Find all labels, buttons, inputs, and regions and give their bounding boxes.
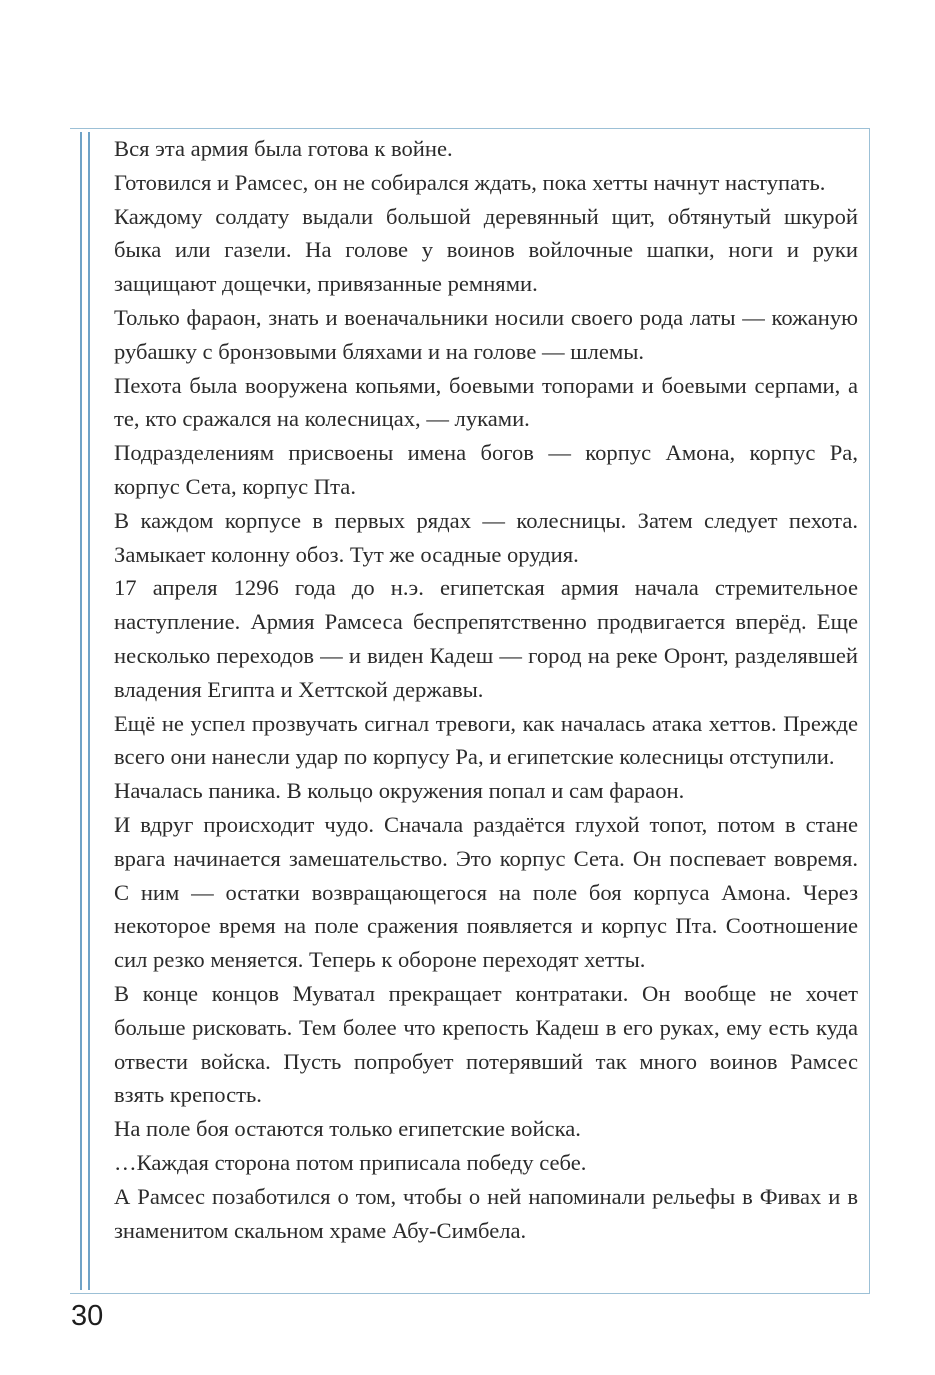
paragraph: Готовился и Рамсес, он не собирался ждать, пока хетты начнут наступать. (114, 169, 826, 195)
paragraph: Началась паника. В кольцо окружения попал и сам фараон. (114, 778, 685, 804)
text-body (114, 132, 858, 1247)
square-marker-strip (80, 132, 94, 1290)
paragraph: На поле боя остаются только египетские войска. (114, 1116, 581, 1142)
paragraph: А Рамсес позаботился о том, чтобы о ней напоминали рельефы в Фивах и в знаменитом скальном храме Абу-Симбела. (114, 1183, 858, 1243)
paragraph: Ещё не успел прозвучать сигнал тревоги, как началась атака хеттов. Прежде всего они нанесли удар по корпусу Ра, и египетские колесницы отступили. (114, 710, 858, 770)
paragraph: 17 апреля 1296 года до н.э. египетская армия начала стремительное наступление. Армия Рамсеса беспрепятственно продвигается вперёд. Еще несколько переходов — и виден Кадеш — город на реке Оронт, разделявшей владения Египта и Хеттской державы. (114, 575, 858, 702)
paragraph: …Каждая сторона потом приписала победу себе. (114, 1149, 587, 1175)
paragraph: В конце концов Муватал прекращает контратаки. Он вообще не хочет больше рисковать. Тем более что крепость Кадеш в его руках, ему есть куда отвести войска. Пусть попробует потерявший так много воинов Рамсес взять крепость. (114, 980, 858, 1108)
paragraph: Подразделениям присвоены имена богов — корпус Амона, корпус Ра, корпус Сета, корпус Пта. (114, 440, 858, 499)
paragraph: Пехота была вооружена копьями, боевыми топорами и боевыми серпами, а те, кто сражался на колесницах, — луками. (114, 372, 858, 432)
paragraph: Вся эта армия была готова к войне. (114, 136, 453, 161)
paragraph: Только фараон, знать и военачальники носили своего рода латы — кожаную рубашку с бронзовыми бляхами и на голове — шлемы. (114, 304, 858, 364)
paragraph: В каждом корпусе в первых рядах — колесницы. Затем следует пехота. Замыкает колонну обоз. Тут же осадные орудия. (114, 507, 858, 567)
paragraph: И вдруг происходит чудо. Сначала раздаётся глухой топот, потом в стане врага начинается замешательство. Это корпус Сета. Он поспевает вовремя. С ним — остатки возвращающегося на поле боя корпуса Амона. Через некоторое время на поле сражения появляется и корпус Пта. Соотношение сил резко меняется. Теперь к обороне переходят хетты. (114, 811, 858, 973)
page-number: 30 (71, 1300, 104, 1332)
paragraph: Каждому солдату выдали большой деревянный щит, обтянутый шкурой быка или газели. На голове у воинов войлочные шапки, ноги и руки защищают дощечки, привязанные ремнями. (114, 203, 858, 297)
